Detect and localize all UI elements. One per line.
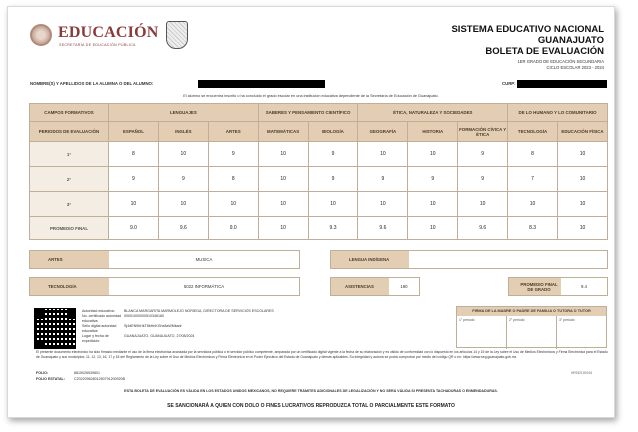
subject-header: TECNOLOGÍA xyxy=(508,122,558,142)
folio-value: 8815026539801 xyxy=(74,371,100,375)
grade-cell: 10 xyxy=(158,192,208,217)
grades-table xyxy=(29,103,608,240)
table-row xyxy=(30,167,608,192)
lengua-label: LENGUA INDÍGENA xyxy=(331,251,409,268)
grade-cell: 8.3 xyxy=(508,217,558,240)
cycle-line: CICLO ESCOLAR 2023 - 2024 xyxy=(546,65,604,70)
authority-row: Sello digital autoridad educativa: Sj4dEN9hHkT8bHnKGhx8aWMkadr xyxy=(82,324,182,333)
grade-cell: 9 xyxy=(208,142,258,167)
subject-header: BIOLOGÍA xyxy=(308,122,358,142)
artes-box xyxy=(29,250,300,269)
authority-block xyxy=(82,309,274,344)
subject-header: EDUCACIÓN FÍSICA xyxy=(558,122,608,142)
promedio-box xyxy=(508,277,608,296)
period-label: 3° xyxy=(30,192,109,217)
subject-header: MATEMÁTICAS xyxy=(258,122,308,142)
grade-cell: 10 xyxy=(208,192,258,217)
redacted-name xyxy=(198,80,325,88)
corner-header-top: CAMPOS FORMATIVOS xyxy=(30,104,109,122)
grade-info xyxy=(517,59,604,71)
promedio-label: PROMEDIO FINAL DE GRADO xyxy=(509,278,561,295)
grade-cell: 9.0 xyxy=(109,217,159,240)
subject-header: FORMACIÓN CÍVICA Y ÉTICA xyxy=(458,122,508,142)
authority-row: Lugar y fecha de expedición: GUANAJUATO, GUANAJUATO, 27/08/2024 xyxy=(82,334,195,343)
system-line-2: GUANAJUATO xyxy=(537,35,604,46)
grade-cell: 10 xyxy=(558,142,608,167)
period-label: 2° xyxy=(30,167,109,192)
grade-cell: 9.6 xyxy=(358,217,408,240)
system-line-3: BOLETA DE EVALUACIÓN xyxy=(485,46,604,57)
subject-header: ARTES xyxy=(208,122,258,142)
grade-cell: 9 xyxy=(458,142,508,167)
table-row xyxy=(30,192,608,217)
lengua-value xyxy=(409,251,607,268)
system-line-1: SISTEMA EDUCATIVO NACIONAL xyxy=(451,24,604,35)
authority-row: No. certificado autoridad educativa: 00001000000510346160 xyxy=(82,314,164,323)
grade-cell: 9 xyxy=(109,167,159,192)
grade-cell: 9.6 xyxy=(158,217,208,240)
folio-label: FOLIO: xyxy=(36,371,49,375)
guanajuato-seal-icon xyxy=(166,21,188,49)
grade-cell: 10 xyxy=(358,192,408,217)
tecnologia-value: 5022 INFORMÁTICA xyxy=(183,284,225,289)
curp-label: CURP: xyxy=(502,81,516,86)
brand-title: EDUCACIÓN xyxy=(58,24,159,41)
grade-cell: 10 xyxy=(558,217,608,240)
artes-value: MUSICA xyxy=(195,257,213,262)
grade-cell: 10 xyxy=(408,217,458,240)
table-row-average xyxy=(30,217,608,240)
grade-cell: 10 xyxy=(408,142,458,167)
asistencias-value: 190 xyxy=(400,284,408,289)
asistencias-label: ASISTENCIAS xyxy=(331,278,389,295)
grade-cell: 10 xyxy=(358,142,408,167)
folio-block xyxy=(36,371,125,382)
period-label: PROMEDIO FINAL xyxy=(30,217,109,240)
eagle-emblem-icon xyxy=(30,24,52,46)
validity-footnote: ESTA BOLETA DE EVALUACIÓN ES VÁLIDA EN LOS ESTADOS UNIDOS MEXICANOS, NO REQUIERE TRÁMITES ADICIONALES DE LEGALIZACIÓN Y NO SERÁ VÁLIDA SI PRESENTA TACHADURAS O ENMENDADURAS. xyxy=(124,389,498,393)
grade-cell: 10 xyxy=(508,192,558,217)
subject-header: INGLÉS xyxy=(158,122,208,142)
grade-cell: 10 xyxy=(158,142,208,167)
table-row xyxy=(30,142,608,167)
redacted-curp xyxy=(517,80,607,88)
grade-cell: 10 xyxy=(258,167,308,192)
authority-row: Autoridad educativa: BLANCA MARGARITA MARMOLEJO NORIEGA, DIRECTORA DE SERVICIOS ESCOLARES xyxy=(82,309,274,313)
grade-cell: 10 xyxy=(308,192,358,217)
tecnologia-box xyxy=(29,277,300,296)
reproduction-warning: SE SANCIONARÁ A QUIEN CON DOLO O FINES LUCRATIVOS REPRODUZCA TOTAL O PARCIALMENTE ESTE FORMATO xyxy=(167,403,455,409)
group-header: SABERES Y PENSAMIENTO CIENTÍFICO xyxy=(258,104,358,122)
asistencias-box xyxy=(330,277,420,296)
grade-cell: 10 xyxy=(558,192,608,217)
grade-cell: 8 xyxy=(109,142,159,167)
brand-subtitle: SECRETARÍA DE EDUCACIÓN PÚBLICA xyxy=(59,43,136,47)
grade-cell: 9 xyxy=(458,167,508,192)
inscription-note: El alumno se encuentra inscrito o ha concluido el grado escolar en una institución educativa dependiente de la Secretaría de Educación de Guanajuato. xyxy=(183,94,439,98)
grade-cell: 9 xyxy=(358,167,408,192)
grade-line: 1ER GRADO DE EDUCACIÓN SECUNDARIA xyxy=(517,59,604,64)
signature-cell: 3° periodo xyxy=(559,318,575,322)
signature-cell: 1° periodo xyxy=(457,316,507,349)
qr-code-icon xyxy=(34,308,76,349)
grade-cell: 9.0 xyxy=(208,217,258,240)
group-header: DE LO HUMANO Y LO COMUNITARIO xyxy=(508,104,608,122)
period-label: 1° xyxy=(30,142,109,167)
grade-cell: 9.3 xyxy=(308,217,358,240)
grade-cell: 9 xyxy=(308,167,358,192)
grade-cell: 9 xyxy=(158,167,208,192)
student-name-label: NOMBRE(S) Y APELLIDOS DE LA ALUMNA O DEL ALUMNO: xyxy=(30,81,154,86)
grade-cell: 9.6 xyxy=(458,217,508,240)
grade-cell: 8 xyxy=(208,167,258,192)
tecnologia-label: TECNOLOGÍA xyxy=(30,278,109,295)
grade-cell: 10 xyxy=(109,192,159,217)
document-code: HR9321H0015 xyxy=(571,371,593,375)
grade-cell: 9 xyxy=(308,142,358,167)
signature-box xyxy=(456,306,607,348)
report-card-sheet xyxy=(7,6,615,418)
group-header: LENGUAJES xyxy=(109,104,259,122)
folio-estatal-value: C20220962801250791200920B xyxy=(74,376,125,381)
subject-header: HISTORIA xyxy=(408,122,458,142)
subject-header: ESPAÑOL xyxy=(109,122,159,142)
grade-cell: 7 xyxy=(508,167,558,192)
signature-title: FIRMA DE LA MADRE O PADRE DE FAMILIA O TUTORA O TUTOR xyxy=(457,307,606,316)
grade-cell: 10 xyxy=(258,217,308,240)
legal-text: El presente documento electrónico ha sido firmado mediante el uso de la firma electrónica avanzada por la servidora pública o el servidor público competente, amparada por un certificado digital vigente a la fecha de su elaboración y es válido de conformidad con lo dispuesto en los artículos 14 y 15 de la Ley sobre el Uso de Medios Electrónicos y Firma Electrónica para el Estado de Guanajuato y sus municipios; 11, 12, 13, 16, 17 y 18 del Reglamento de la Ley sobre el Uso de Medios Electrónicos y Firma Electrónica en el Poder Ejecutivo del Estado de Guanajuato y demás aplicables. Su integridad y autoría se podrá comprobar por medio del código QR o en: https://www.seg.guanajuato.gob.mx xyxy=(36,350,608,359)
corner-header-bottom: PERIODOS DE EVALUACIÓN xyxy=(30,122,109,142)
grade-cell: 10 xyxy=(408,192,458,217)
promedio-value: 9.4 xyxy=(581,284,587,289)
grade-cell: 10 xyxy=(258,142,308,167)
grade-cell: 10 xyxy=(558,167,608,192)
folio-estatal-label: FOLIO ESTATAL: xyxy=(36,376,65,381)
subject-header: GEOGRAFÍA xyxy=(358,122,408,142)
signature-cell: 2° periodo xyxy=(507,316,557,349)
grade-cell: 8 xyxy=(508,142,558,167)
header xyxy=(8,7,614,71)
grade-cell: 10 xyxy=(258,192,308,217)
grade-cell: 10 xyxy=(458,192,508,217)
lengua-box xyxy=(330,250,608,269)
grade-cell: 9 xyxy=(408,167,458,192)
artes-label: ARTES xyxy=(30,251,109,268)
group-header: ÉTICA, NATURALEZA Y SOCIEDADES xyxy=(358,104,508,122)
system-title xyxy=(451,24,604,57)
